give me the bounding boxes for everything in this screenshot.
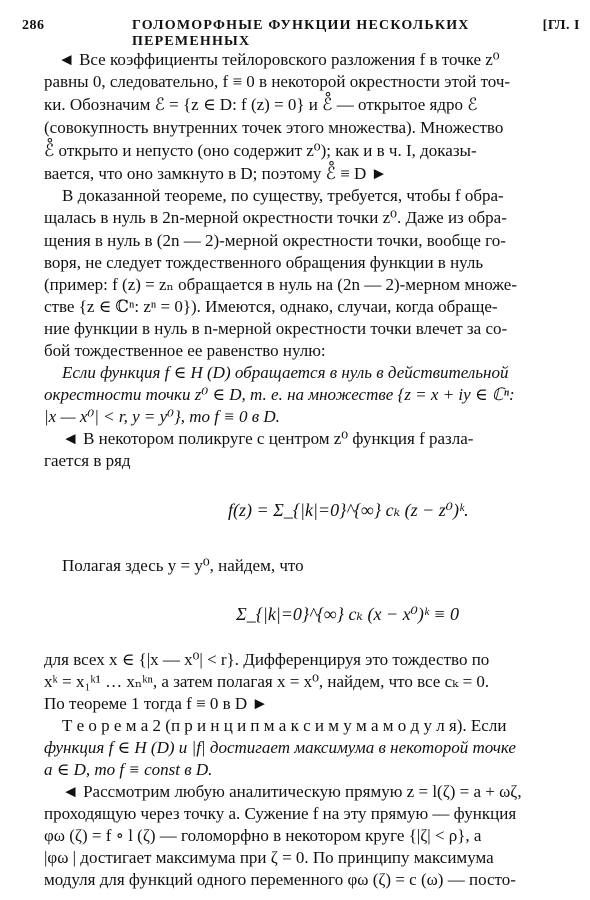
text-line: проходящую через точку a. Сужение f на эту прямую — функция xyxy=(44,804,517,823)
text-line: вается, что оно замкнуто в D; поэтому ℰ̊ ≡ D ► xyxy=(44,164,388,183)
theorem-line: функция f ∈ H (D) и |f| достигает максимума в некоторой точке xyxy=(44,738,516,757)
theorem-line: |x — x⁰| < r, y = y⁰}, то f ≡ 0 в D. xyxy=(44,407,280,426)
text-line: ние функции в нуль в n-мерной окрестности точки влечет за со- xyxy=(44,319,508,338)
text-line: ◄ В некотором поликруге с центром z⁰ функция f разла- xyxy=(62,429,474,448)
text-line: щения в нуль в (2n — 2)-мерной окрестности точки, вообще го- xyxy=(44,231,506,250)
text-line: xᵏ = x₁ᵏ¹ … xₙᵏⁿ, а затем полагая x = x⁰, найдем, что все cₖ = 0. xyxy=(44,672,490,691)
text-line: ◄ Рассмотрим любую аналитическую прямую z = l(ζ) = a + ωζ, xyxy=(62,782,522,801)
running-header xyxy=(22,18,580,49)
page-number: 286 xyxy=(22,18,45,33)
text-line: стве {z ∈ ℂⁿ: zⁿ = 0}). Имеются, однако, случаи, когда обраще- xyxy=(44,297,498,316)
text-line: ℰ̊ открыто и непусто (оно содержит z⁰); как и в ч. I, доказы- xyxy=(44,141,477,160)
theorem-line: a ∈ D, то f ≡ const в D. xyxy=(44,760,213,779)
formula-identity: Σ_{|k|=0}^{∞} cₖ (x − x⁰)ᵏ ≡ 0 xyxy=(236,604,460,624)
theorem-line: Если функция f ∈ H (D) обращается в нуль в действительной xyxy=(62,363,509,382)
text-line: (совокупность внутренних точек этого множества). Множество xyxy=(44,118,504,137)
theorem-line: окрестности точки z⁰ ∈ D, т. е. на множестве {z = x + iy ∈ ℂⁿ: xyxy=(44,385,515,404)
text-line: (пример: f (z) = zₙ обращается в нуль на (2n — 2)-мерном множе- xyxy=(44,275,518,294)
chapter-marker: [ГЛ. I xyxy=(542,18,580,33)
text-line: ки. Обозначим ℰ = {z ∈ D: f (z) = 0} и ℰ̊ — открытое ядро ℰ xyxy=(44,95,478,114)
text-line: гается в ряд xyxy=(44,451,131,470)
text-line: щалась в нуль в 2n-мерной окрестности точки z⁰. Даже из обра- xyxy=(44,208,507,227)
text-line: Полагая здесь y = y⁰, найдем, что xyxy=(62,556,304,575)
text-line: для всех x ∈ {|x — x⁰| < r}. Дифференцируя это тождество по xyxy=(44,650,490,669)
running-title: ГОЛОМОРФНЫЕ ФУНКЦИИ НЕСКОЛЬКИХ ПЕРЕМЕННЫХ xyxy=(132,18,470,49)
text-line: бой тождественное ее равенство нулю: xyxy=(44,341,326,360)
text-line: φω (ζ) = f ∘ l (ζ) — голоморфно в некотором круге {|ζ| < ρ}, а xyxy=(44,826,482,845)
formula-series: f(z) = Σ_{|k|=0}^{∞} cₖ (z − z⁰)ᵏ. xyxy=(228,500,469,520)
text-line: равны 0, следовательно, f ≡ 0 в некоторой окрестности этой точ- xyxy=(44,72,511,91)
theorem-line: Т е о р е м а 2 (п р и н ц и п м а к с и м у м а м о д у л я). Если xyxy=(62,716,507,735)
text-line: |φω | достигает максимума при ζ = 0. По принципу максимума xyxy=(44,848,494,867)
text-line: В доказанной теореме, по существу, требуется, чтобы f обра- xyxy=(62,186,504,205)
text-line: воря, не следует тождественного обращения функции в нуль xyxy=(44,253,484,272)
text-line: модуля для функций одного переменного φω (ζ) = c (ω) — посто- xyxy=(44,870,516,889)
text-line: По теореме 1 тогда f ≡ 0 в D ► xyxy=(44,694,269,713)
text-line: ◄ Все коэффициенты тейлоровского разложения f в точке z⁰ xyxy=(58,50,500,69)
